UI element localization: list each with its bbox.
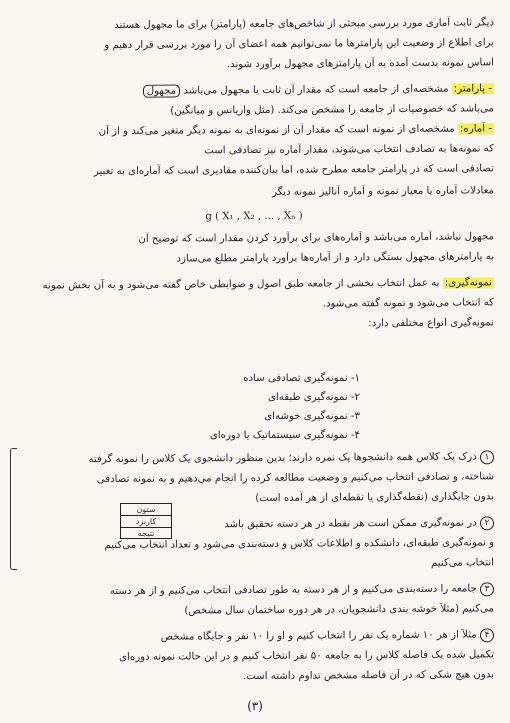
line-text: اساس نمونه بدست آمده به آن پارامترهای مجهول برآورد شوند. xyxy=(226,57,495,71)
example-number: ۴ xyxy=(480,628,494,642)
example-line xyxy=(14,450,494,467)
mini-table-row: نتیجه xyxy=(137,529,155,538)
example-line xyxy=(14,602,494,618)
line-text: مشخصه‌ای از جامعه است که مقدار آن ثابت یا مجهول می‌باشد xyxy=(183,83,449,97)
sampling-type-item: ۳- نمونه‌گیری خوشه‌ای xyxy=(264,411,360,422)
line-text: که نمونه‌ها به تصادف انتخاب می‌شوند، مقدار آماره نیز تصادفی است xyxy=(204,143,495,157)
line-text: شناخته، و تصادفی انتخاب می‌کنیم و وضعیت مطالعه کرده را انجام می‌دهیم و به نمونه تصادفی xyxy=(96,471,495,486)
line-text: نمونه‌گیری انواع مختلفی دارد: xyxy=(368,317,495,330)
line-text: تکمیل شده یک فاصله کلاس را به جامعه ۵۰ نفر انتخاب کنیم و در این حالت نمونه دوره‌ای xyxy=(119,649,495,663)
example-line xyxy=(14,628,494,645)
line-text: بدون هیچ شکی که در آن فاصله مشخص تداوم داشته است. xyxy=(242,669,495,683)
example-line xyxy=(14,648,494,664)
page-number: (۳) xyxy=(247,699,263,713)
example-number: ۲ xyxy=(480,516,494,530)
sampling-type-item: ۱- نمونه‌گیری تصادفی ساده xyxy=(243,373,360,384)
notes-line xyxy=(14,276,494,292)
line-text: معادلات آماره یا معیار نمونه و آماره آنالیز نمونه دیگر xyxy=(272,185,495,198)
notes-line xyxy=(14,16,494,32)
notes-line xyxy=(14,162,494,178)
line-text: تصادفی است که در پارامتر جامعه مطرح شده، اما بیان‌کننده مقادیری است که آماره‌ای به تعبیر xyxy=(93,163,495,178)
highlighted-term: نمونه‌گیری: xyxy=(444,277,493,289)
statistic-formula: g ( X₁ , X₂ , ... , Xₙ ) xyxy=(205,210,303,223)
example-number: ۱ xyxy=(480,450,494,464)
example-line xyxy=(14,582,494,599)
line-text: مجهول نباشد، آماره می‌باشد و آماره‌های برای برآورد کردن مقدار است که توضیح آن xyxy=(138,231,495,245)
line-text: بدون جایگذاری (نقطه‌گذاری یا نقطه‌ای از هر آمده است) xyxy=(255,491,495,504)
notes-line xyxy=(14,36,494,52)
sampling-type-item: ۴- نمونه‌گیری سیستماتیک یا دوره‌ای xyxy=(209,430,360,441)
line-text: می‌باشد که خصوصیات از جامعه را مشخص می‌کند. (مثل واریانس و میانگین) xyxy=(170,103,495,117)
example-line xyxy=(14,668,494,684)
example-line xyxy=(14,470,494,486)
line-text: که انتخاب می‌شود و نمونه گفته می‌شود. xyxy=(322,297,495,310)
small-box-table xyxy=(120,503,172,539)
example-line xyxy=(14,556,494,572)
example-number: ۳ xyxy=(480,582,494,596)
example-line xyxy=(14,516,494,533)
sampling-type-item: ۲- نمونه‌گیری طبقه‌ای xyxy=(267,392,360,403)
line-text: و نمونه‌گیری طبقه‌ای، دانشکده و اطلاعات کلاس و دسته‌بندی می‌شود و تعداد انتخاب می‌کنیم xyxy=(104,537,495,552)
line-text: به پارامترهای مجهول بستگی دارد و از آماره‌ها برآورد پارامتر مطلع می‌سازد xyxy=(176,251,495,265)
line-text: به عمل انتخاب بخشی از جامعه طبق اصول و ضوابطی خاص گفته می‌شود و به آن بخش نمونه xyxy=(42,277,440,292)
line-text: برای اطلاع از وضعیت این پارامترها ما نمی‌توانیم همه اعضای آن را مورد بررسی قرار دهیم و xyxy=(104,37,495,52)
line-text: مشخصه‌ای از نمونه است که مقدار آن از نمونه‌ای به نمونه دیگر متغیر می‌کند و از آن xyxy=(98,123,455,138)
boxed-term: مجهول xyxy=(143,85,180,98)
example-line xyxy=(14,536,494,552)
highlighted-term: - آماره: xyxy=(459,123,493,135)
notes-line xyxy=(14,56,494,72)
line-text: جامعه را دسته‌بندی می‌کنیم و از هر دسته به طور تصادفی انتخاب می‌کنیم و از هر دسته xyxy=(109,583,477,598)
notes-line xyxy=(14,316,494,332)
notes-line xyxy=(14,122,494,138)
notes-line xyxy=(14,296,494,312)
line-text: می‌کنیم (مثلاً خوشه بندی دانشجویان، در هر دوره ساختمان سال مشخص) xyxy=(184,603,495,617)
line-text: در نمونه‌گیری ممکن است هر نقطه در هر دسته تحقیق باشد xyxy=(224,517,477,531)
notes-line xyxy=(14,102,494,118)
example-line xyxy=(14,490,494,506)
notes-line xyxy=(14,82,494,98)
line-text: مثلاً از هر ۱۰ شماره یک نفر را انتخاب کنیم و او را ۱۰ نفر و جایگاه مشخص xyxy=(160,629,477,643)
mini-table-row: ستون xyxy=(121,504,171,516)
margin-bracket xyxy=(10,448,17,570)
notes-line xyxy=(14,208,494,224)
line-text: دیگر ثابت آماری مورد بررسی مبحثی از شاخص‌های جامعه (پارامتر) برای ما مجهول هستند xyxy=(114,17,495,31)
highlighted-term: - پارامتر: xyxy=(453,83,493,95)
notes-line xyxy=(14,230,494,246)
line-text: درک یک کلاس همه دانشجوها یک نمره دارند؛ بدین منظور دانشجوی یک کلاس را نمونه گرفته xyxy=(88,451,477,466)
mini-table-row: کاربرد xyxy=(121,516,171,528)
notes-line xyxy=(14,184,494,200)
notes-line xyxy=(14,250,494,266)
notes-line xyxy=(14,142,494,158)
line-text: انتخاب می‌کنیم xyxy=(430,557,495,569)
